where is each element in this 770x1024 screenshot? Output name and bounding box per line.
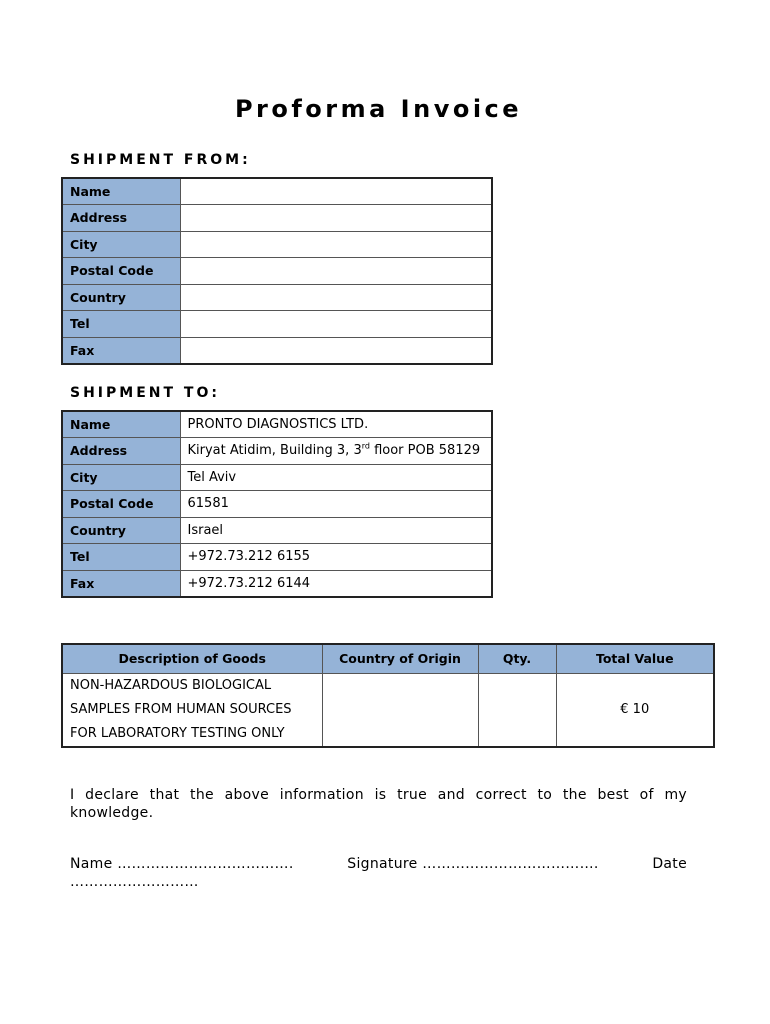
field-label: Tel bbox=[62, 544, 180, 571]
field-label: Address bbox=[62, 438, 180, 465]
signature-block bbox=[70, 855, 687, 891]
from-name-field[interactable] bbox=[180, 178, 492, 205]
ordinal-suffix: rd bbox=[361, 441, 370, 451]
total-value-cell: € 10 bbox=[556, 673, 714, 747]
description-line: FOR LABORATORY TESTING ONLY bbox=[70, 725, 285, 741]
table-row bbox=[62, 231, 492, 258]
field-label: Country bbox=[62, 517, 180, 544]
field-label: Tel bbox=[62, 311, 180, 338]
description-line: SAMPLES FROM HUMAN SOURCES bbox=[70, 701, 292, 717]
column-header: Qty. bbox=[478, 644, 556, 673]
shipment-to-table bbox=[61, 410, 493, 598]
table-row bbox=[62, 570, 492, 597]
field-label: Fax bbox=[62, 570, 180, 597]
address-text: Kiryat Atidim, Building 3, 3 bbox=[187, 443, 362, 459]
table-row bbox=[62, 411, 492, 438]
shipment-to-heading: SHIPMENT TO: bbox=[70, 385, 220, 401]
table-row bbox=[62, 517, 492, 544]
column-header: Description of Goods bbox=[62, 644, 322, 673]
field-label: Postal Code bbox=[62, 491, 180, 518]
table-row bbox=[62, 205, 492, 232]
table-row bbox=[62, 438, 492, 465]
field-label: Fax bbox=[62, 337, 180, 364]
from-city-field[interactable] bbox=[180, 231, 492, 258]
from-tel-field[interactable] bbox=[180, 311, 492, 338]
table-header-row bbox=[62, 644, 714, 673]
address-text-rest: floor POB 58129 bbox=[369, 443, 481, 459]
to-address-value bbox=[180, 438, 492, 465]
column-header: Total Value bbox=[556, 644, 714, 673]
shipment-from-table bbox=[61, 177, 493, 365]
field-label: City bbox=[62, 231, 180, 258]
table-row bbox=[62, 258, 492, 285]
to-country-value: Israel bbox=[180, 517, 492, 544]
field-label: Country bbox=[62, 284, 180, 311]
page-title: Proforma Invoice bbox=[234, 95, 523, 123]
field-label: Postal Code bbox=[62, 258, 180, 285]
qty-field[interactable] bbox=[478, 673, 556, 747]
declaration-text: I declare that the above information is true and correct to the best of my knowledge. bbox=[70, 787, 687, 821]
date-line[interactable]: ……………………… bbox=[70, 874, 199, 890]
table-row bbox=[62, 673, 714, 747]
from-fax-field[interactable] bbox=[180, 337, 492, 364]
table-row bbox=[62, 284, 492, 311]
field-label: Name bbox=[62, 411, 180, 438]
field-label: Name bbox=[62, 178, 180, 205]
to-city-value: Tel Aviv bbox=[180, 464, 492, 491]
table-row bbox=[62, 311, 492, 338]
country-of-origin-field[interactable] bbox=[322, 673, 478, 747]
goods-table bbox=[61, 643, 715, 748]
table-row bbox=[62, 491, 492, 518]
to-postal-code-value: 61581 bbox=[180, 491, 492, 518]
field-label: Address bbox=[62, 205, 180, 232]
table-row bbox=[62, 544, 492, 571]
name-line[interactable]: Name ………………………………. bbox=[70, 856, 294, 872]
description-line: NON-HAZARDOUS BIOLOGICAL bbox=[70, 677, 272, 693]
to-tel-value: +972.73.212 6155 bbox=[180, 544, 492, 571]
column-header: Country of Origin bbox=[322, 644, 478, 673]
date-label: Date bbox=[652, 856, 687, 872]
table-row bbox=[62, 178, 492, 205]
goods-description-cell bbox=[62, 673, 322, 747]
signature-line[interactable]: Signature ………………………………. bbox=[347, 856, 599, 872]
table-row bbox=[62, 337, 492, 364]
from-country-field[interactable] bbox=[180, 284, 492, 311]
from-address-field[interactable] bbox=[180, 205, 492, 232]
field-label: City bbox=[62, 464, 180, 491]
shipment-from-heading: SHIPMENT FROM: bbox=[70, 152, 251, 168]
to-fax-value: +972.73.212 6144 bbox=[180, 570, 492, 597]
from-postal-code-field[interactable] bbox=[180, 258, 492, 285]
to-name-value: PRONTO DIAGNOSTICS LTD. bbox=[180, 411, 492, 438]
table-row bbox=[62, 464, 492, 491]
